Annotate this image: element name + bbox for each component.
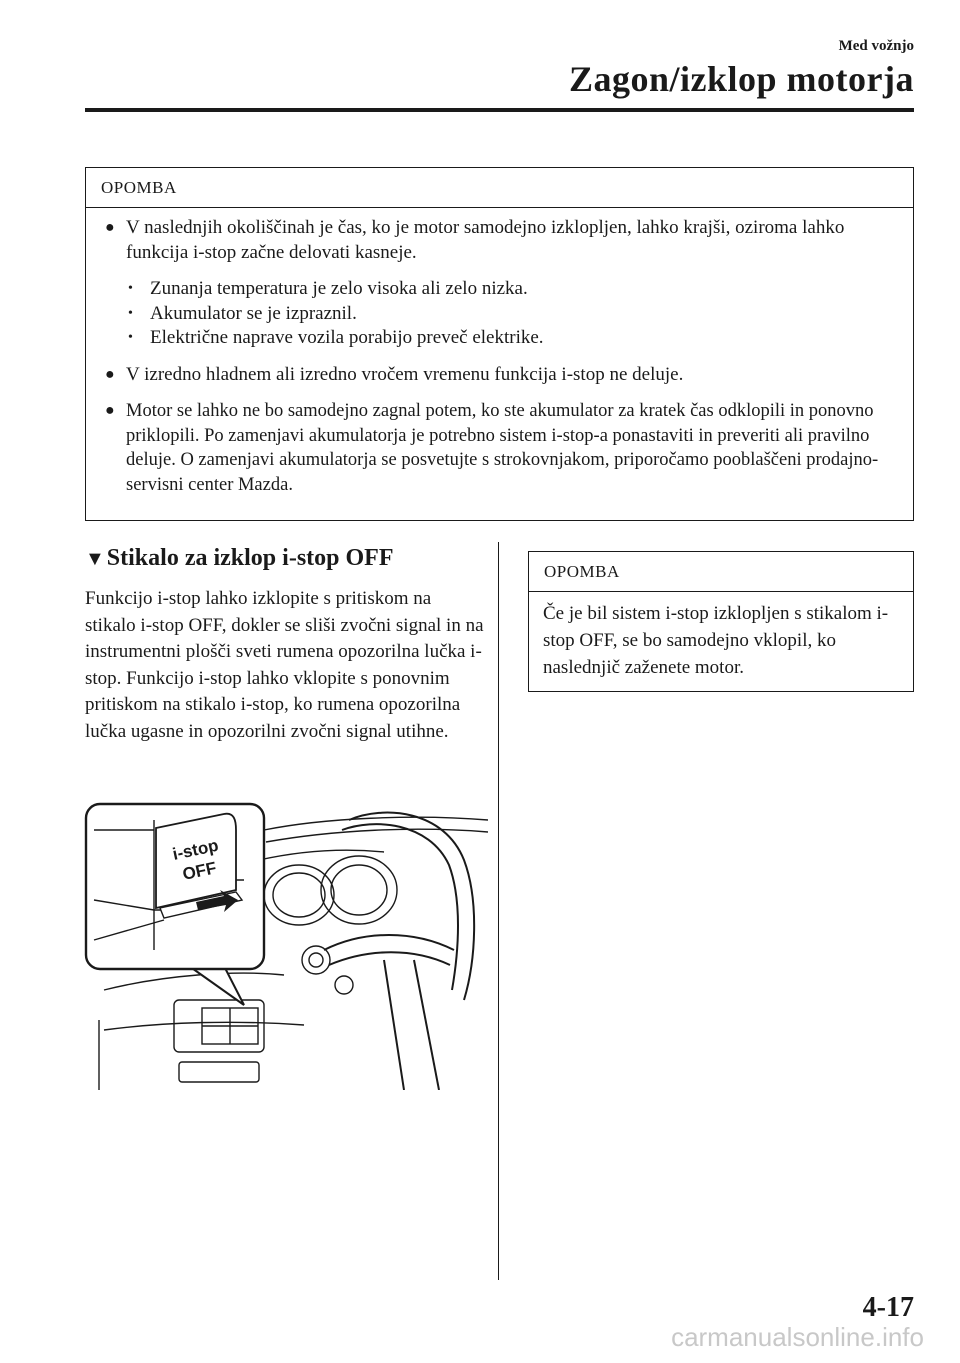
chapter-title: Zagon/izklop motorja (568, 59, 914, 99)
sub-list-item (102, 326, 897, 351)
switch-label-bottom: OFF (180, 858, 219, 884)
sub-list-item-text: Zunanja temperatura je zelo visoka ali zelo nizka. (150, 278, 528, 299)
small-bullet-icon: • (128, 281, 133, 296)
section-heading (85, 545, 393, 572)
bullet-dot-icon: ● (105, 402, 115, 419)
switch-label-top: i-stop (170, 835, 221, 864)
bullet-dot-icon: ● (105, 219, 115, 236)
dashboard-illustration (84, 800, 488, 1090)
page-number: 4-17 (862, 1292, 914, 1323)
sub-list-item-text: Akumulator se je izpraznil. (150, 302, 357, 324)
triangle-down-icon: ▼ (85, 548, 105, 570)
sub-list-item (102, 277, 897, 302)
column-divider (498, 542, 499, 1280)
note-body-text: Če je bil sistem i-stop izklopljen s stikalom i-stop OFF, se bo samodejno vklopil, ko naslednjič zaženete motor. (543, 603, 889, 678)
header-rule (85, 108, 914, 112)
note-bullet-text: V izredno hladnem ali izredno vročem vremenu funkcija i-stop ne deluje. (126, 363, 684, 385)
note-heading: OPOMBA (529, 552, 913, 592)
section-paragraph: Funkcijo i-stop lahko izklopite s pritiskom na stikalo i-stop OFF, dokler se sliši zvočni signal in na instrumentni plošči sveti rumena opozorilna lučka i-stop. Funkcijo i-stop lahko vklopite s ponovnim pritiskom na stikalo i-stop, ko rumena opozorilna lučka ugasne in opozorilni zvočni signal utihne. (85, 588, 484, 742)
sub-list-item-text: Električne naprave vozila porabijo preveč elektrike. (150, 327, 544, 348)
section-heading-text: Stikalo za izklop i-stop OFF (106, 545, 394, 571)
small-bullet-icon: • (128, 305, 133, 321)
note-box-right (528, 551, 914, 692)
sub-list-item (102, 302, 897, 327)
note-bullet (102, 363, 897, 388)
sub-list (102, 277, 897, 351)
note-bullet-text: V naslednjih okoliščinah je čas, ko je motor samodejno izklopljen, lahko krajši, oziroma lahko funkcija i-stop začne delovati kasneje. (126, 217, 845, 263)
note-bullet (102, 399, 897, 497)
note-box-top (85, 167, 914, 521)
small-bullet-icon: • (128, 330, 133, 345)
note-heading: OPOMBA (86, 168, 913, 208)
bullet-dot-icon: ● (105, 365, 115, 383)
note-bullet-text: Motor se lahko ne bo samodejno zagnal potem, ko ste akumulator za kratek čas odklopili in ponovno priklopili. Po zamenjavi akumulatorja je potrebno sistem i-stop-a ponastaviti in preveriti ali pravilno deluje. O zamenjavi akumulatorja se posvetujte s strokovnjakom, priporočamo pooblaščeni prodajno-servisni center Mazda. (126, 401, 879, 495)
note-body (86, 208, 913, 497)
watermark-text: carmanualsonline.info (671, 1322, 924, 1352)
note-bullet (102, 216, 897, 265)
section-label: Med vožnjo (838, 38, 914, 54)
